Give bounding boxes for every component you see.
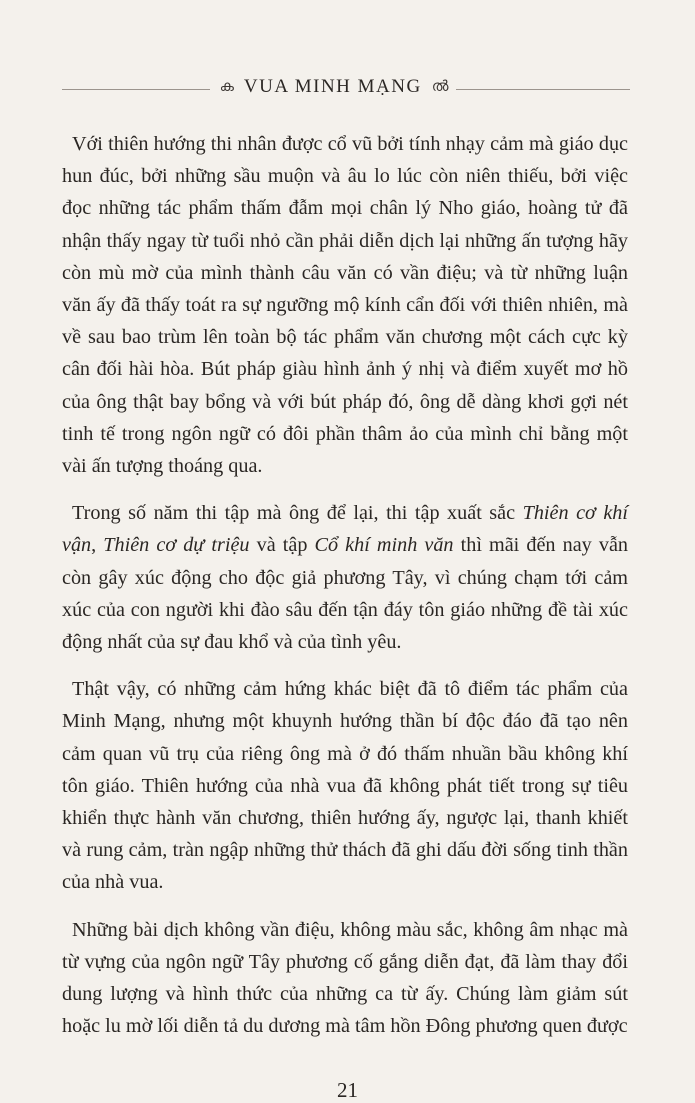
paragraph-2: [62, 497, 628, 658]
title-co-khi-minh-van: Cổ khí minh văn: [314, 534, 454, 557]
title-thien-co-khi-van: Thiên cơ khí vận: [62, 502, 628, 557]
paragraph-1: Với thiên hướng thi nhân được cổ vũ bởi tính nhạy cảm mà giáo dục hun đúc, bởi những sầu muộn và âu lo lúc còn niên thiếu, bởi việc đọc những tác phẩm thấm đẫm mọi chân lý Nho giáo, hoàng tử đã nhận thấy ngay từ tuổi nhỏ cần phải diễn dịch lại những ấn tượng hãy còn mù mờ của mình thành câu văn có vần điệu; và từ những luận văn ấy đã thấy toát ra sự ngưỡng mộ kính cẩn đối với thiên nhiên, mà về sau bao trùm lên toàn bộ tác phẩm văn chương một cách cực kỳ cân đối hài hòa. Bút pháp giàu hình ảnh ý nhị và điểm xuyết mơ hồ của ông thật bay bổng và với bút pháp đó, ông dễ dàng khơi gợi nét tinh tế trong ngôn ngữ có đôi phần thâm ảo của mình chỉ bằng một vài ấn tượng thoáng qua.: [62, 133, 628, 478]
running-title: VUA MINH MẠNG: [243, 76, 422, 97]
body-text: [62, 128, 628, 1057]
paragraph-2-sep-2: và tập: [249, 534, 315, 557]
running-header: [62, 70, 630, 104]
fleuron-right-icon: ൽ: [431, 78, 449, 95]
paragraph-3: Thật vậy, có những cảm hứng khác biệt đã tô điểm tác phẩm của Minh Mạng, nhưng một khuynh hướng thần bí độc đáo đã tạo nên cảm quan vũ trụ của riêng ông mà ở đó thấm nhuần bầu không khí tôn giáo. Thiên hướng của nhà vua đã không phát tiết trong sự tiêu khiển thực hành văn chương, thiên hướng ấy, ngược lại, thanh khiết và rung cảm, tràn ngập những thử thách đã ghi dấu đời sống tinh thần của nhà vua.: [62, 678, 628, 894]
paragraph-2-lead: Trong số năm thi tập mà ông để lại, thi tập xuất sắc: [72, 502, 523, 525]
fleuron-left-icon: ക: [219, 78, 234, 95]
header-rule-left: [62, 89, 210, 90]
header-rule-right: [456, 89, 630, 90]
header-title-group: [214, 72, 454, 102]
paragraph-4: Những bài dịch không vần điệu, không màu sắc, không âm nhạc mà từ vựng của ngôn ngữ Tây phương cố gắng diễn đạt, đã làm thay đổi dung lượng và hình thức của những ca từ ấy. Chúng làm giảm sút hoặc lu mờ lối diễn tả du dương mà tâm hồn Đông phương quen được: [62, 918, 628, 1038]
paragraph-2-sep-1: ,: [91, 534, 104, 557]
page-number: 21: [337, 1078, 358, 1102]
title-thien-co-du-trieu: Thiên cơ dự triệu: [103, 534, 250, 557]
paragraph-2-rest: thì mãi đến nay vẫn còn gây xúc động cho độc giả phương Tây, vì chúng chạm tới cảm xúc của con người khi đào sâu đến tận đáy tôn giáo những đề tài xúc động nhất của sự đau khổ và của tình yêu.: [62, 534, 629, 654]
